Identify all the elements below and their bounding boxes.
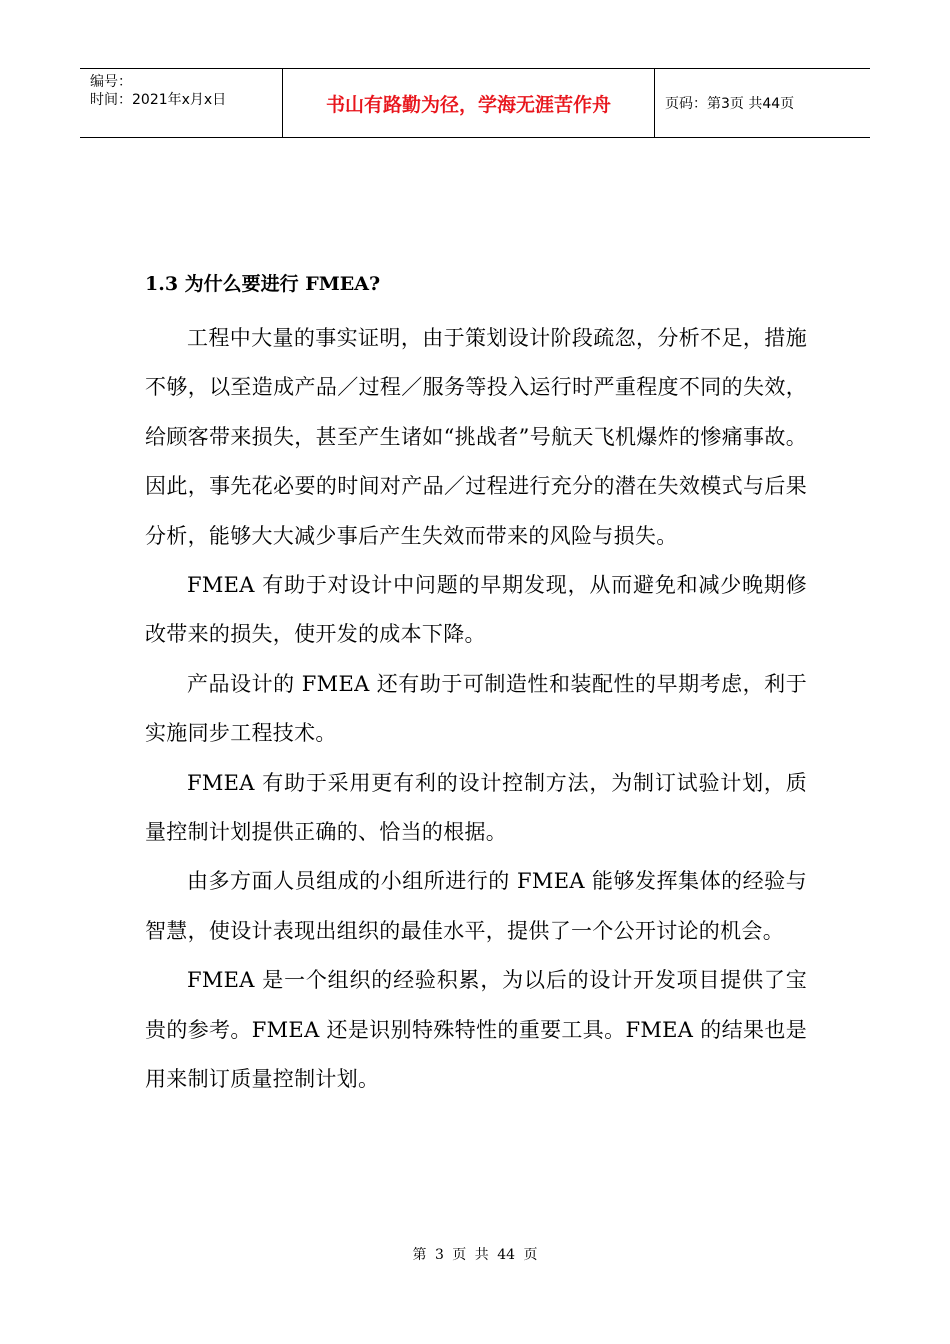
page-footer: 第 3 页 共 44 页 (412, 1247, 538, 1263)
section-heading: 1.3 为什么要进行 FMEA? (145, 273, 381, 295)
document-header (80, 68, 870, 138)
paragraph: 产品设计的 FMEA 还有助于可制造性和装配性的早期考虑，利于实施同步工程技术。 (145, 671, 807, 746)
header-page-label: 页码：第3页 共44页 (665, 96, 795, 112)
document-date-label: 时间：2021年x月x日 (90, 92, 227, 108)
paragraph: FMEA 有助于采用更有利的设计控制方法，为制订试验计划，质量控制计划提供正确的、恰当的根据。 (145, 770, 807, 845)
document-number-label: 编号： (90, 74, 132, 90)
paragraph: 工程中大量的事实证明，由于策划设计阶段疏忽，分析不足，措施不够，以至造成产品／过程／服务等投入运行时严重程度不同的失效，给顾客带来损失，甚至产生诸如“挑战者”号航天飞机爆炸的惨痛事故。因此，事先花必要的时间对产品／过程进行充分的潜在失效模式与后果分析，能够大大减少事后产生失效而带来的风险与损失。 (145, 326, 807, 548)
header-motto: 书山有路勤为径，学海无涯苦作舟 (282, 69, 655, 137)
header-meta (80, 69, 282, 137)
document-body (145, 264, 807, 1105)
paragraph: FMEA 是一个组织的经验积累，为以后的设计开发项目提供了宝贵的参考。FMEA 还是识别特殊特性的重要工具。FMEA 的结果也是用来制订质量控制计划。 (145, 968, 807, 1092)
paragraph: 由多方面人员组成的小组所进行的 FMEA 能够发挥集体的经验与智慧，使设计表现出组织的最佳水平，提供了一个公开讨论的机会。 (145, 869, 807, 943)
paragraph: FMEA 有助于对设计中问题的早期发现，从而避免和减少晚期修改带来的损失，使开发的成本下降。 (145, 573, 807, 647)
